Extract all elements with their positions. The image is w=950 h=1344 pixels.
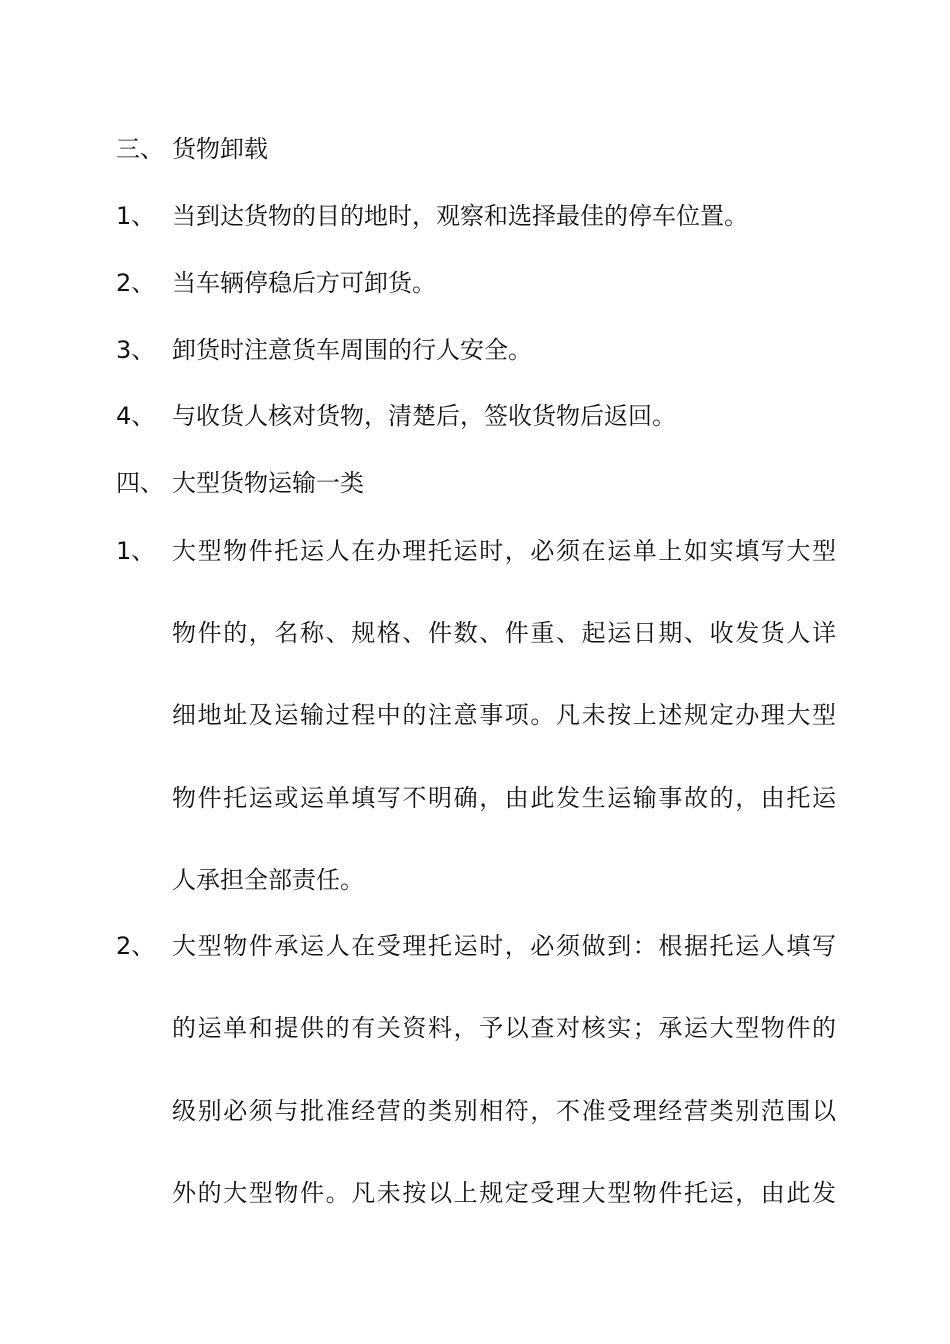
item-text: 与收货人核对货物，清楚后，签收货物后返回。 xyxy=(172,402,676,430)
section-4-item-2-line-3 xyxy=(0,1091,950,1131)
section-4-heading xyxy=(0,463,950,503)
section-3-title: 货物卸载 xyxy=(172,135,268,163)
section-4-number: 四、 xyxy=(116,469,164,497)
item-number: 3、 xyxy=(116,336,156,364)
item-text-line: 物件托运或运单填写不明确，由此发生运输事故的，由托运 xyxy=(172,784,836,812)
section-4-item-1-line-4 xyxy=(0,778,950,818)
item-text-line: 的运单和提供的有关资料，予以查对核实；承运大型物件的 xyxy=(172,1014,836,1042)
section-4-title: 大型货物运输一类 xyxy=(172,469,364,497)
item-text-line: 大型物件承运人在受理托运时，必须做到：根据托运人填写 xyxy=(172,932,836,960)
item-number: 2、 xyxy=(116,269,156,297)
item-text-line: 级别必须与批准经营的类别相符，不准受理经营类别范围以 xyxy=(172,1097,836,1125)
item-text-line: 细地址及运输过程中的注意事项。凡未按上述规定办理大型 xyxy=(172,701,836,729)
section-4-item-1-line-3 xyxy=(0,695,950,735)
item-text-line: 人承担全部责任。 xyxy=(172,866,364,894)
item-text: 卸货时注意货车周围的行人安全。 xyxy=(172,336,532,364)
section-3-number: 三、 xyxy=(116,135,164,163)
item-number: 2、 xyxy=(116,932,156,960)
section-3-item-4 xyxy=(0,396,950,436)
section-4-item-1-line-5 xyxy=(0,860,950,900)
section-3-item-2 xyxy=(0,263,950,303)
item-text-line: 物件的，名称、规格、件数、件重、起运日期、收发货人详 xyxy=(172,619,836,647)
section-4-item-2-line-4 xyxy=(0,1173,950,1213)
item-number: 4、 xyxy=(116,402,156,430)
section-3-heading xyxy=(0,129,950,169)
section-3-item-1 xyxy=(0,196,950,236)
section-4-item-2-line-2 xyxy=(0,1008,950,1048)
section-4-item-2-line-1 xyxy=(0,926,950,966)
section-3-item-3 xyxy=(0,330,950,370)
item-text-line: 大型物件托运人在办理托运时，必须在运单上如实填写大型 xyxy=(172,537,836,565)
item-number: 1、 xyxy=(116,202,156,230)
section-4-item-1-line-1 xyxy=(0,531,950,571)
item-text: 当到达货物的目的地时，观察和选择最佳的停车位置。 xyxy=(172,202,748,230)
item-number: 1、 xyxy=(116,537,156,565)
item-text: 当车辆停稳后方可卸货。 xyxy=(172,269,436,297)
section-4-item-1-line-2 xyxy=(0,613,950,653)
item-text-line: 外的大型物件。凡未按以上规定受理大型物件托运，由此发 xyxy=(172,1179,836,1207)
